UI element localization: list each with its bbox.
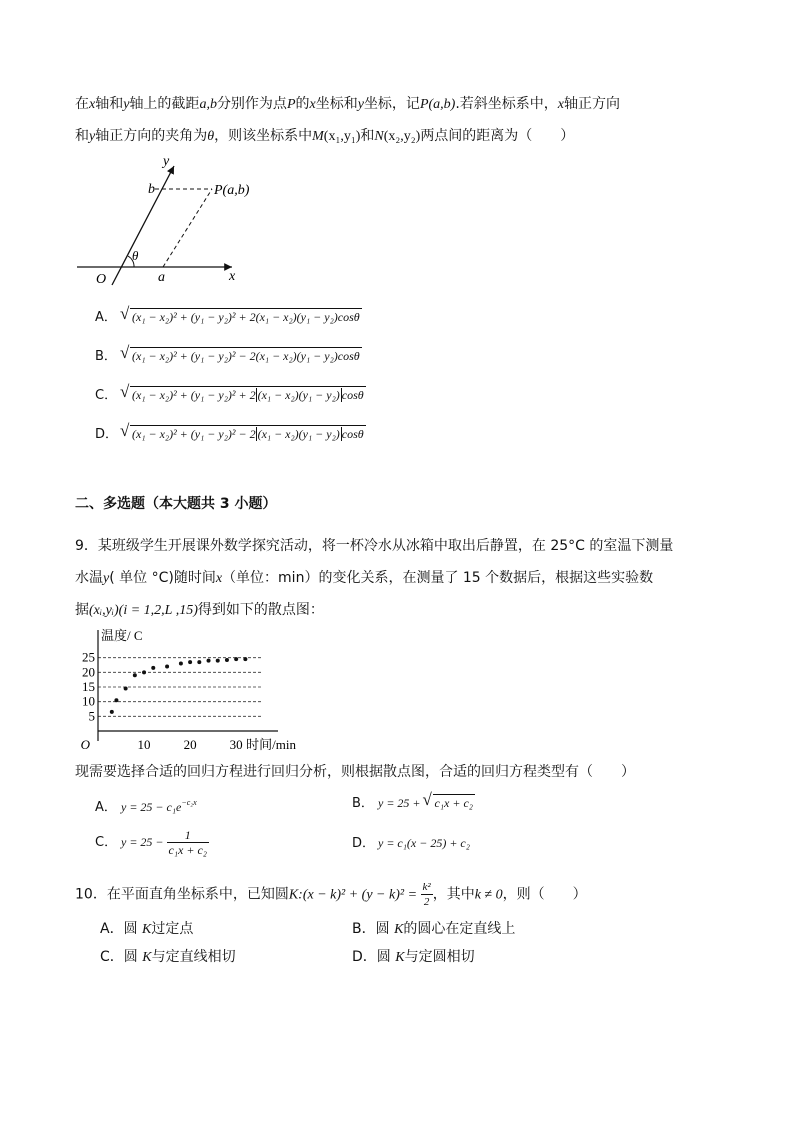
- x-axis-label: x: [229, 269, 236, 284]
- data-point: [234, 657, 238, 661]
- q10-option-d[interactable]: D．圆 K与定圆相切: [352, 949, 475, 965]
- a-label: a: [158, 270, 165, 285]
- q8-option-b[interactable]: B．√ (x₁ − x₂)² + (y₁ − y₂)² − 2(x₁ − x₂)(y₁ − y₂)cosθ: [95, 345, 362, 368]
- q10-option-b[interactable]: B．圆 K的圆心在定直线上: [352, 921, 516, 937]
- data-point: [197, 660, 201, 664]
- y-tick-label: 10: [82, 693, 95, 709]
- section2-heading: 二、多选题（本大题共 3 小题）: [75, 496, 277, 512]
- data-point: [179, 662, 183, 666]
- theta-label: θ: [132, 248, 139, 263]
- data-point: [114, 698, 118, 702]
- q9-option-d[interactable]: D． y = c₁(x − 25) + c₂: [352, 836, 470, 851]
- x-tick-label: 10: [137, 737, 151, 752]
- q10-line1: 10．在平面直角坐标系中，已知圆K:(x − k)² + (y − k)² = $\frac{\text{k²}}{2}$ ，其中k ≠ 0，则（ ）: [75, 881, 587, 908]
- b-label: b: [148, 182, 155, 197]
- q9-line1: 9．某班级学生开展课外数学探究活动，将一杯冷水从冰箱中取出后静置，在 25°C 的室温下测量: [75, 538, 674, 554]
- P-label: P(a,b): [214, 183, 250, 198]
- data-point: [142, 670, 146, 674]
- q9-line3: 据(xᵢ,yᵢ)(i = 1,2,L ,15)得到如下的散点图：: [75, 602, 324, 618]
- q8-line2: 和y轴正方向的夹角为θ，则该坐标系中M(x₁,y₁)和N(x₂,y₂)两点间的距离为（ ）: [75, 128, 575, 144]
- y-axis-label: y: [163, 154, 170, 169]
- a-dashed-line: [163, 189, 212, 267]
- y-tick-label: 20: [82, 664, 95, 680]
- q10-option-c[interactable]: C．圆 K与定直线相切: [100, 949, 236, 965]
- origin-label: O: [80, 737, 90, 752]
- data-point: [188, 660, 192, 664]
- data-point: [133, 673, 137, 677]
- q9-option-b[interactable]: B． y = 25 + √ c₁x + c₂: [352, 792, 475, 815]
- x-tick-label: 30: [229, 737, 243, 752]
- data-point: [225, 658, 229, 662]
- q9-line2: 水温y( 单位 °C)随时间x（单位：min）的变化关系，在测量了 15 个数据后，根据这些实验数: [75, 570, 654, 586]
- x-axis-label: 时间/min: [246, 737, 297, 752]
- q8-option-a[interactable]: A．√ (x₁ − x₂)² + (y₁ − y₂)² + 2(x₁ − x₂)(y₁ − y₂)cosθ: [95, 306, 362, 329]
- data-point: [110, 710, 114, 714]
- y-axis-label: 温度/ C: [101, 628, 143, 643]
- origin-label: O: [96, 272, 107, 287]
- x-tick-label: 20: [183, 737, 197, 752]
- data-point: [207, 659, 211, 663]
- data-point: [165, 664, 169, 668]
- y-tick-label: 5: [88, 708, 95, 724]
- q9-option-a[interactable]: A． $y = 25 - c_1e^{-c_2x}$: [95, 798, 197, 815]
- y-tick-label: 25: [82, 649, 95, 665]
- q8-option-d[interactable]: D．√ (x₁ − x₂)² + (y₁ − y₂)² − 2 (x₁ − x₂)(y₁ − y₂) cosθ: [95, 423, 366, 446]
- q8-option-c[interactable]: C．√ (x₁ − x₂)² + (y₁ − y₂)² + 2 (x₁ − x₂)(y₁ − y₂) cosθ: [95, 384, 366, 407]
- data-point: [216, 659, 220, 663]
- data-point: [151, 666, 155, 670]
- scatter-chart: [78, 626, 308, 754]
- q8-line1: 在x轴和y轴上的截距a,b分别作为点P的x坐标和y坐标，记P(a,b).若斜坐标系中，x轴正方向: [75, 96, 620, 112]
- data-point: [243, 657, 247, 661]
- q9-line4: 现需要选择合适的回归方程进行回归分析，则根据散点图，合适的回归方程类型有（ ）: [75, 764, 635, 780]
- y-tick-label: 15: [82, 679, 95, 694]
- data-point: [124, 686, 128, 690]
- q9-option-c[interactable]: C． y = 25 − $\frac{1}{\text{c₁x + c₂}}$: [95, 828, 207, 857]
- oblique-axes-figure: [72, 150, 272, 290]
- q10-option-a[interactable]: A．圆 K过定点: [100, 921, 194, 937]
